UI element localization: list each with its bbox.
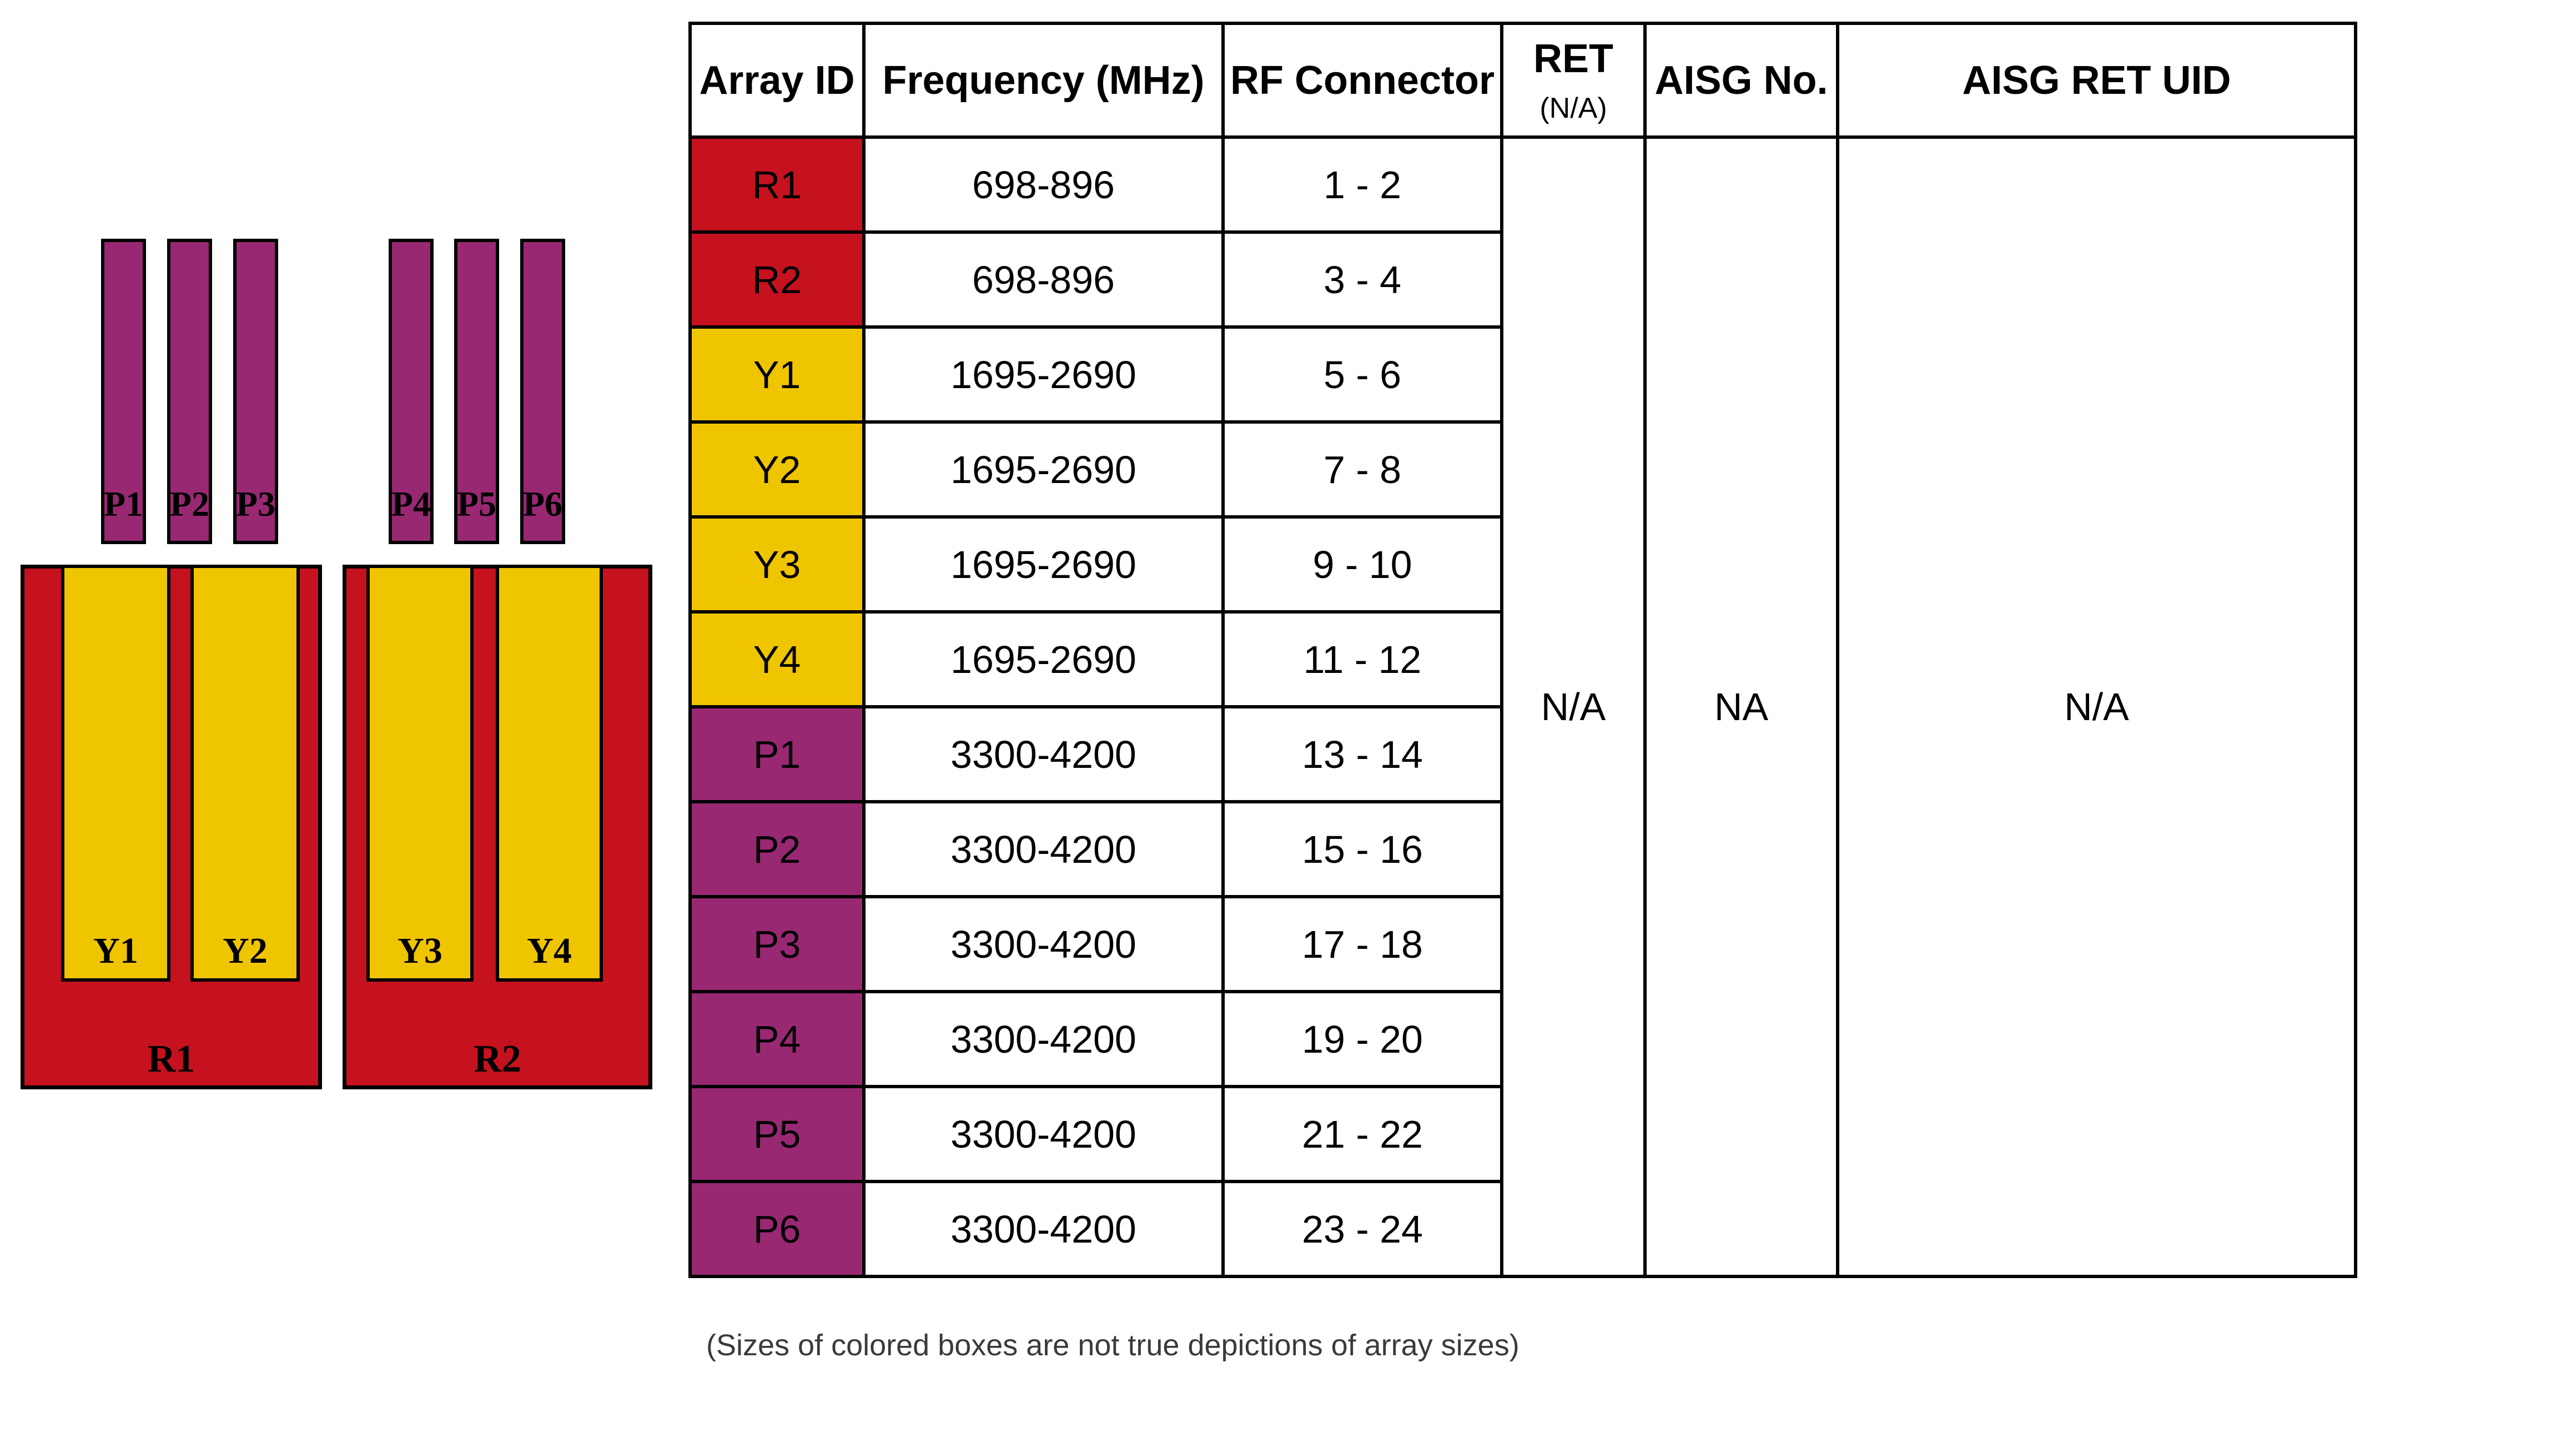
header-ret bbox=[1502, 23, 1645, 137]
rf-connector-cell: 5 - 6 bbox=[1223, 327, 1502, 422]
array-id-cell: P4 bbox=[690, 992, 864, 1087]
array-id-cell: P1 bbox=[690, 707, 864, 802]
y3-array-box bbox=[366, 565, 474, 982]
p2-array-label: P2 bbox=[169, 484, 210, 524]
frequency-cell: 3300-4200 bbox=[864, 992, 1223, 1087]
array-diagram bbox=[0, 0, 688, 1166]
aisg-no-merged-cell: NA bbox=[1645, 137, 1838, 1276]
rf-connector-cell: 23 - 24 bbox=[1223, 1181, 1502, 1276]
y4-array-box bbox=[496, 565, 603, 982]
p2-array-box bbox=[167, 239, 212, 544]
y2-array-label: Y2 bbox=[223, 931, 268, 971]
y1-array-label: Y1 bbox=[93, 931, 138, 971]
p5-array-label: P5 bbox=[456, 484, 497, 524]
p5-array-box bbox=[454, 239, 499, 544]
array-id-cell: P2 bbox=[690, 802, 864, 897]
p4-array-label: P4 bbox=[391, 484, 431, 524]
rf-connector-cell: 7 - 8 bbox=[1223, 422, 1502, 517]
frequency-cell: 1695-2690 bbox=[864, 612, 1223, 707]
header-ret-title: RET bbox=[1533, 36, 1613, 81]
frequency-cell: 3300-4200 bbox=[864, 1087, 1223, 1181]
p6-array-label: P6 bbox=[522, 484, 563, 524]
frequency-cell: 1695-2690 bbox=[864, 517, 1223, 612]
rf-connector-cell: 19 - 20 bbox=[1223, 992, 1502, 1087]
array-spec-table bbox=[688, 22, 2357, 1278]
header-array-id: Array ID bbox=[690, 23, 864, 137]
array-id-cell: P5 bbox=[690, 1087, 864, 1181]
y3-array-label: Y3 bbox=[398, 931, 442, 971]
rf-connector-cell: 13 - 14 bbox=[1223, 707, 1502, 802]
array-id-cell: Y3 bbox=[690, 517, 864, 612]
rf-connector-cell: 17 - 18 bbox=[1223, 897, 1502, 992]
header-frequency: Frequency (MHz) bbox=[864, 23, 1223, 137]
p1-array-label: P1 bbox=[103, 484, 144, 524]
y1-array-box bbox=[61, 565, 170, 982]
array-id-cell: P6 bbox=[690, 1181, 864, 1276]
ret-merged-cell: N/A bbox=[1502, 137, 1645, 1276]
y2-array-box bbox=[190, 565, 300, 982]
r1-array-label: R1 bbox=[147, 1038, 195, 1080]
array-id-cell: R1 bbox=[690, 137, 864, 232]
rf-connector-cell: 9 - 10 bbox=[1223, 517, 1502, 612]
frequency-cell: 3300-4200 bbox=[864, 707, 1223, 802]
table-row bbox=[690, 137, 2356, 232]
rf-connector-cell: 11 - 12 bbox=[1223, 612, 1502, 707]
frequency-cell: 698-896 bbox=[864, 137, 1223, 232]
table-header-row bbox=[690, 23, 2356, 137]
aisg-ret-uid-merged-cell: N/A bbox=[1838, 137, 2356, 1276]
p3-array-label: P3 bbox=[235, 484, 276, 524]
p1-array-box bbox=[101, 239, 146, 544]
array-id-cell: Y4 bbox=[690, 612, 864, 707]
frequency-cell: 1695-2690 bbox=[864, 422, 1223, 517]
frequency-cell: 1695-2690 bbox=[864, 327, 1223, 422]
array-id-cell: Y1 bbox=[690, 327, 864, 422]
rf-connector-cell: 1 - 2 bbox=[1223, 137, 1502, 232]
frequency-cell: 698-896 bbox=[864, 232, 1223, 327]
header-aisg-ret-uid: AISG RET UID bbox=[1838, 23, 2356, 137]
r1-array-box bbox=[21, 565, 322, 1089]
array-id-cell: R2 bbox=[690, 232, 864, 327]
header-ret-subtitle: (N/A) bbox=[1539, 92, 1607, 124]
r2-array-box bbox=[343, 565, 652, 1089]
array-id-cell: P3 bbox=[690, 897, 864, 992]
array-id-cell: Y2 bbox=[690, 422, 864, 517]
diagram-footnote: (Sizes of colored boxes are not true depictions of array sizes) bbox=[706, 1329, 1520, 1362]
frequency-cell: 3300-4200 bbox=[864, 1181, 1223, 1276]
y4-array-label: Y4 bbox=[527, 931, 572, 971]
rf-connector-cell: 3 - 4 bbox=[1223, 232, 1502, 327]
p6-array-box bbox=[520, 239, 565, 544]
header-aisg-no: AISG No. bbox=[1645, 23, 1838, 137]
rf-connector-cell: 21 - 22 bbox=[1223, 1087, 1502, 1181]
frequency-cell: 3300-4200 bbox=[864, 802, 1223, 897]
p3-array-box bbox=[233, 239, 278, 544]
header-rf-connector: RF Connector bbox=[1223, 23, 1502, 137]
frequency-cell: 3300-4200 bbox=[864, 897, 1223, 992]
r2-array-label: R2 bbox=[474, 1038, 521, 1080]
p4-array-box bbox=[389, 239, 434, 544]
rf-connector-cell: 15 - 16 bbox=[1223, 802, 1502, 897]
